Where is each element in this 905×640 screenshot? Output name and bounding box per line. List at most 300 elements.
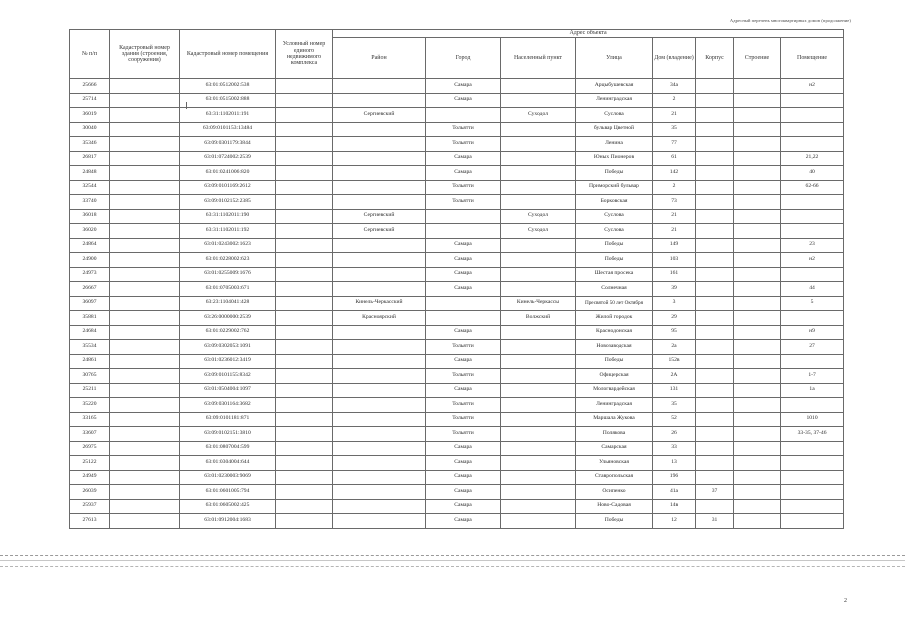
table-row: [70, 412, 844, 427]
cell-city: Самара: [426, 354, 501, 369]
cell-district: Сергиевский: [333, 209, 426, 224]
cell-room: [781, 499, 844, 514]
cell-premises-cadastral: 63:26:0000000:2539: [180, 311, 276, 326]
cell-complex-number: [276, 166, 333, 181]
table-row: [70, 470, 844, 485]
table-row: [70, 311, 844, 326]
header-corpus: Корпус: [696, 38, 734, 79]
cell-corpus: [696, 340, 734, 355]
cell-building-cadastral: [110, 470, 180, 485]
cell-settlement: [501, 137, 576, 152]
cell-street: Краснодонская: [576, 325, 653, 340]
cell-corpus: [696, 311, 734, 326]
cell-structure: [734, 470, 781, 485]
cell-room: [781, 311, 844, 326]
cell-city: Тольятти: [426, 195, 501, 210]
cell-premises-cadastral: 63:09:0101153:13484: [180, 122, 276, 137]
table-row: [70, 340, 844, 355]
cell-complex-number: [276, 470, 333, 485]
cell-corpus: [696, 151, 734, 166]
cell-house: 196: [653, 470, 696, 485]
cell-room: [781, 195, 844, 210]
cell-premises-cadastral: 63:01:0724002:2539: [180, 151, 276, 166]
cell-district: Красноярский: [333, 311, 426, 326]
cell-num: 35220: [70, 398, 110, 413]
cell-num: 36020: [70, 224, 110, 239]
cell-street: Офицерская: [576, 369, 653, 384]
cell-street: Новозаводская: [576, 340, 653, 355]
cell-premises-cadastral: 63:01:0255009:1676: [180, 267, 276, 282]
cell-complex-number: [276, 93, 333, 108]
cell-premises-cadastral: 63:01:0515002:888: [180, 93, 276, 108]
table-row: [70, 296, 844, 311]
cell-structure: [734, 485, 781, 500]
cell-num: 33607: [70, 427, 110, 442]
cell-complex-number: [276, 383, 333, 398]
cell-structure: [734, 151, 781, 166]
cell-house: 77: [653, 137, 696, 152]
cell-building-cadastral: [110, 151, 180, 166]
cell-district: [333, 267, 426, 282]
table-row: [70, 209, 844, 224]
cell-district: [333, 151, 426, 166]
cell-city: [426, 311, 501, 326]
cell-complex-number: [276, 456, 333, 471]
cell-premises-cadastral: 63:31:1102011:191: [180, 108, 276, 123]
cell-street: Ново-Садовая: [576, 499, 653, 514]
cell-premises-cadastral: 63:09:0101181:871: [180, 412, 276, 427]
table-row: [70, 441, 844, 456]
cell-corpus: [696, 79, 734, 94]
register-rows: [70, 79, 844, 529]
cell-corpus: [696, 456, 734, 471]
table-row: [70, 122, 844, 137]
cell-house: 34а: [653, 79, 696, 94]
cell-house: 29: [653, 311, 696, 326]
cell-house: 14в: [653, 499, 696, 514]
cell-city: [426, 108, 501, 123]
cell-district: [333, 456, 426, 471]
cell-street: Ленинградская: [576, 398, 653, 413]
cell-building-cadastral: [110, 427, 180, 442]
cell-complex-number: [276, 311, 333, 326]
cell-house: 2а: [653, 340, 696, 355]
cell-premises-cadastral: 63:01:0504004:1097: [180, 383, 276, 398]
cell-building-cadastral: [110, 485, 180, 500]
cell-complex-number: [276, 282, 333, 297]
scan-mark: [186, 102, 187, 109]
cell-settlement: [501, 398, 576, 413]
cell-street: Ставропольская: [576, 470, 653, 485]
cell-num: 35534: [70, 340, 110, 355]
cell-street: Победы: [576, 166, 653, 181]
cell-district: [333, 282, 426, 297]
cell-district: [333, 383, 426, 398]
cell-corpus: [696, 166, 734, 181]
cell-premises-cadastral: 63:31:1102011:190: [180, 209, 276, 224]
header-building-cadastral: Кадастровый номер здания (строения, сооружения): [110, 30, 180, 79]
cell-structure: [734, 296, 781, 311]
header-city: Город: [426, 38, 501, 79]
cell-room: [781, 441, 844, 456]
cell-room: [781, 267, 844, 282]
cell-num: 36019: [70, 108, 110, 123]
cell-room: 1-7: [781, 369, 844, 384]
cell-structure: [734, 369, 781, 384]
cell-premises-cadastral: 63:01:0229002:762: [180, 325, 276, 340]
cell-city: Тольятти: [426, 137, 501, 152]
cell-settlement: [501, 79, 576, 94]
cell-premises-cadastral: 63:01:0807004:599: [180, 441, 276, 456]
table-row: [70, 253, 844, 268]
cell-district: [333, 325, 426, 340]
table-row: [70, 282, 844, 297]
cell-complex-number: [276, 398, 333, 413]
cell-settlement: [501, 369, 576, 384]
cell-num: 24848: [70, 166, 110, 181]
cell-premises-cadastral: 63:09:0101169:2612: [180, 180, 276, 195]
cell-corpus: [696, 499, 734, 514]
cell-settlement: [501, 253, 576, 268]
cell-building-cadastral: [110, 180, 180, 195]
cell-complex-number: [276, 296, 333, 311]
cell-house: 3: [653, 296, 696, 311]
cell-corpus: [696, 253, 734, 268]
cell-house: 35: [653, 398, 696, 413]
cell-room: [781, 456, 844, 471]
cell-corpus: [696, 354, 734, 369]
cell-house: 161: [653, 267, 696, 282]
cell-city: Самара: [426, 166, 501, 181]
cell-city: Самара: [426, 441, 501, 456]
cell-house: 142: [653, 166, 696, 181]
cell-settlement: [501, 441, 576, 456]
cell-city: Тольятти: [426, 369, 501, 384]
cell-district: [333, 369, 426, 384]
cell-house: 12: [653, 514, 696, 529]
cell-city: Тольятти: [426, 122, 501, 137]
cell-premises-cadastral: 63:01:0912004:1683: [180, 514, 276, 529]
cell-premises-cadastral: 63:01:0605002:425: [180, 499, 276, 514]
cell-room: 62-66: [781, 180, 844, 195]
table-row: [70, 383, 844, 398]
cell-city: Тольятти: [426, 340, 501, 355]
cell-room: н2: [781, 253, 844, 268]
cell-num: 26817: [70, 151, 110, 166]
cell-complex-number: [276, 499, 333, 514]
page-number: 2: [844, 598, 847, 604]
cell-city: [426, 209, 501, 224]
cell-premises-cadastral: 63:01:0705003:671: [180, 282, 276, 297]
cell-corpus: [696, 412, 734, 427]
cell-room: [781, 122, 844, 137]
cell-district: [333, 195, 426, 210]
cell-house: 73: [653, 195, 696, 210]
cell-num: 36018: [70, 209, 110, 224]
cell-building-cadastral: [110, 224, 180, 239]
cell-room: н2: [781, 79, 844, 94]
scan-artifact-line: [0, 566, 905, 567]
cell-num: 25666: [70, 79, 110, 94]
cell-corpus: [696, 369, 734, 384]
cell-district: [333, 398, 426, 413]
cell-building-cadastral: [110, 238, 180, 253]
cell-building-cadastral: [110, 325, 180, 340]
cell-house: 26: [653, 427, 696, 442]
cell-complex-number: [276, 180, 333, 195]
cell-street: Ленинградская: [576, 93, 653, 108]
cell-structure: [734, 499, 781, 514]
cell-corpus: [696, 224, 734, 239]
cell-complex-number: [276, 354, 333, 369]
cell-street: бульвар Цветной: [576, 122, 653, 137]
cell-corpus: [696, 470, 734, 485]
cell-house: 131: [653, 383, 696, 398]
cell-corpus: 37: [696, 485, 734, 500]
cell-complex-number: [276, 427, 333, 442]
cell-structure: [734, 398, 781, 413]
cell-settlement: [501, 267, 576, 282]
cell-room: [781, 108, 844, 123]
cell-building-cadastral: [110, 296, 180, 311]
cell-city: Тольятти: [426, 398, 501, 413]
cell-corpus: [696, 383, 734, 398]
cell-structure: [734, 267, 781, 282]
cell-settlement: [501, 282, 576, 297]
cell-corpus: [696, 282, 734, 297]
cell-city: Самара: [426, 151, 501, 166]
cell-corpus: [696, 296, 734, 311]
cell-district: [333, 253, 426, 268]
cell-num: 25714: [70, 93, 110, 108]
cell-settlement: [501, 412, 576, 427]
cell-district: [333, 514, 426, 529]
cell-structure: [734, 224, 781, 239]
cell-premises-cadastral: 63:01:0228002:623: [180, 253, 276, 268]
cell-district: [333, 122, 426, 137]
cell-district: [333, 427, 426, 442]
cell-complex-number: [276, 122, 333, 137]
cell-num: 33165: [70, 412, 110, 427]
cell-building-cadastral: [110, 398, 180, 413]
cell-building-cadastral: [110, 354, 180, 369]
cell-settlement: [501, 383, 576, 398]
cell-corpus: [696, 93, 734, 108]
cell-house: 35: [653, 122, 696, 137]
cell-building-cadastral: [110, 369, 180, 384]
table-row: [70, 267, 844, 282]
cell-city: [426, 224, 501, 239]
cell-building-cadastral: [110, 93, 180, 108]
table-row: [70, 224, 844, 239]
cell-building-cadastral: [110, 122, 180, 137]
cell-num: 24973: [70, 267, 110, 282]
cell-room: [781, 485, 844, 500]
cell-house: 33: [653, 441, 696, 456]
cell-structure: [734, 79, 781, 94]
cell-corpus: [696, 398, 734, 413]
cell-premises-cadastral: 63:01:0236012:3419: [180, 354, 276, 369]
cell-city: Самара: [426, 79, 501, 94]
cell-district: Сергиевский: [333, 108, 426, 123]
cell-room: 21,22: [781, 151, 844, 166]
cell-settlement: [501, 122, 576, 137]
cell-street: Самарская: [576, 441, 653, 456]
cell-complex-number: [276, 224, 333, 239]
cell-city: Тольятти: [426, 427, 501, 442]
cell-house: 103: [653, 253, 696, 268]
cell-corpus: [696, 427, 734, 442]
cell-house: 149: [653, 238, 696, 253]
cell-district: [333, 441, 426, 456]
cell-complex-number: [276, 238, 333, 253]
cell-district: [333, 470, 426, 485]
cell-building-cadastral: [110, 79, 180, 94]
cell-street: Арцыбушевская: [576, 79, 653, 94]
cell-settlement: [501, 514, 576, 529]
cell-district: [333, 79, 426, 94]
cell-num: 30040: [70, 122, 110, 137]
cell-structure: [734, 340, 781, 355]
cell-structure: [734, 282, 781, 297]
cell-city: Самара: [426, 499, 501, 514]
cell-structure: [734, 427, 781, 442]
cell-city: Самара: [426, 238, 501, 253]
cell-corpus: [696, 137, 734, 152]
cell-street: Суслова: [576, 209, 653, 224]
cell-room: 5: [781, 296, 844, 311]
cell-num: 27613: [70, 514, 110, 529]
cell-settlement: [501, 166, 576, 181]
cell-structure: [734, 354, 781, 369]
cell-building-cadastral: [110, 108, 180, 123]
cell-district: [333, 180, 426, 195]
header-premises-cadastral: Кадастровый номер помещения: [180, 30, 276, 79]
table-row: [70, 485, 844, 500]
cell-house: 41а: [653, 485, 696, 500]
cell-house: 95: [653, 325, 696, 340]
cell-settlement: Суходол: [501, 224, 576, 239]
cell-premises-cadastral: 63:01:0601005:794: [180, 485, 276, 500]
cell-structure: [734, 383, 781, 398]
cell-structure: [734, 238, 781, 253]
cell-building-cadastral: [110, 499, 180, 514]
table-row: [70, 238, 844, 253]
cell-complex-number: [276, 137, 333, 152]
cell-city: Тольятти: [426, 180, 501, 195]
scan-artifact-line: [0, 555, 905, 556]
document-header-note: Адресный перечень многоквартирных домов (продолжение): [729, 18, 851, 23]
cell-num: 25937: [70, 499, 110, 514]
cell-structure: [734, 514, 781, 529]
cell-settlement: [501, 325, 576, 340]
cell-district: [333, 93, 426, 108]
cell-district: [333, 137, 426, 152]
cell-premises-cadastral: 63:31:1102011:192: [180, 224, 276, 239]
cell-complex-number: [276, 253, 333, 268]
cell-premises-cadastral: 63:09:0101155:8342: [180, 369, 276, 384]
cell-building-cadastral: [110, 166, 180, 181]
cell-building-cadastral: [110, 441, 180, 456]
cell-district: Кинель-Черкасский: [333, 296, 426, 311]
cell-premises-cadastral: 63:01:0304004:644: [180, 456, 276, 471]
cell-structure: [734, 412, 781, 427]
cell-room: [781, 514, 844, 529]
cell-num: 32544: [70, 180, 110, 195]
cell-complex-number: [276, 340, 333, 355]
table-row: [70, 398, 844, 413]
cell-corpus: [696, 238, 734, 253]
cell-structure: [734, 441, 781, 456]
cell-city: Самара: [426, 514, 501, 529]
cell-settlement: Суходол: [501, 108, 576, 123]
cell-district: [333, 340, 426, 355]
table-row: [70, 354, 844, 369]
cell-district: [333, 354, 426, 369]
cell-street: Жилой городок: [576, 311, 653, 326]
cell-complex-number: [276, 151, 333, 166]
cell-city: Самара: [426, 485, 501, 500]
cell-complex-number: [276, 108, 333, 123]
cell-complex-number: [276, 195, 333, 210]
cell-street: Победы: [576, 253, 653, 268]
cell-num: 33740: [70, 195, 110, 210]
cell-room: [781, 354, 844, 369]
cell-building-cadastral: [110, 340, 180, 355]
table-row: [70, 151, 844, 166]
cell-structure: [734, 166, 781, 181]
cell-city: Самара: [426, 282, 501, 297]
cell-room: 1010: [781, 412, 844, 427]
cell-num: 35881: [70, 311, 110, 326]
cell-structure: [734, 108, 781, 123]
cell-room: [781, 137, 844, 152]
cell-premises-cadastral: 63:09:0301179:3844: [180, 137, 276, 152]
cell-premises-cadastral: 63:09:0102152:2385: [180, 195, 276, 210]
table-row: [70, 456, 844, 471]
cell-premises-cadastral: 63:09:0302053:1091: [180, 340, 276, 355]
cell-street: Ульяновская: [576, 456, 653, 471]
cell-premises-cadastral: 63:09:0301164:3682: [180, 398, 276, 413]
cell-settlement: [501, 470, 576, 485]
cell-settlement: [501, 180, 576, 195]
table-row: [70, 325, 844, 340]
cell-street: Юных Пионеров: [576, 151, 653, 166]
cell-district: [333, 485, 426, 500]
cell-settlement: [501, 456, 576, 471]
cell-settlement: [501, 354, 576, 369]
cell-city: Самара: [426, 456, 501, 471]
cell-structure: [734, 209, 781, 224]
table-row: [70, 166, 844, 181]
cell-house: 152в: [653, 354, 696, 369]
cell-room: [781, 398, 844, 413]
cell-complex-number: [276, 209, 333, 224]
cell-city: Самара: [426, 383, 501, 398]
table-row: [70, 514, 844, 529]
cell-num: 30765: [70, 369, 110, 384]
cell-house: 39: [653, 282, 696, 297]
cell-premises-cadastral: 63:01:0230003:9069: [180, 470, 276, 485]
cell-district: [333, 166, 426, 181]
cell-street: Пресвятой 50 лет Октября: [576, 296, 653, 311]
cell-room: [781, 209, 844, 224]
cell-street: Приморский бульвар: [576, 180, 653, 195]
header-room: Помещение: [781, 38, 844, 79]
cell-room: [781, 93, 844, 108]
cell-complex-number: [276, 441, 333, 456]
cell-structure: [734, 137, 781, 152]
